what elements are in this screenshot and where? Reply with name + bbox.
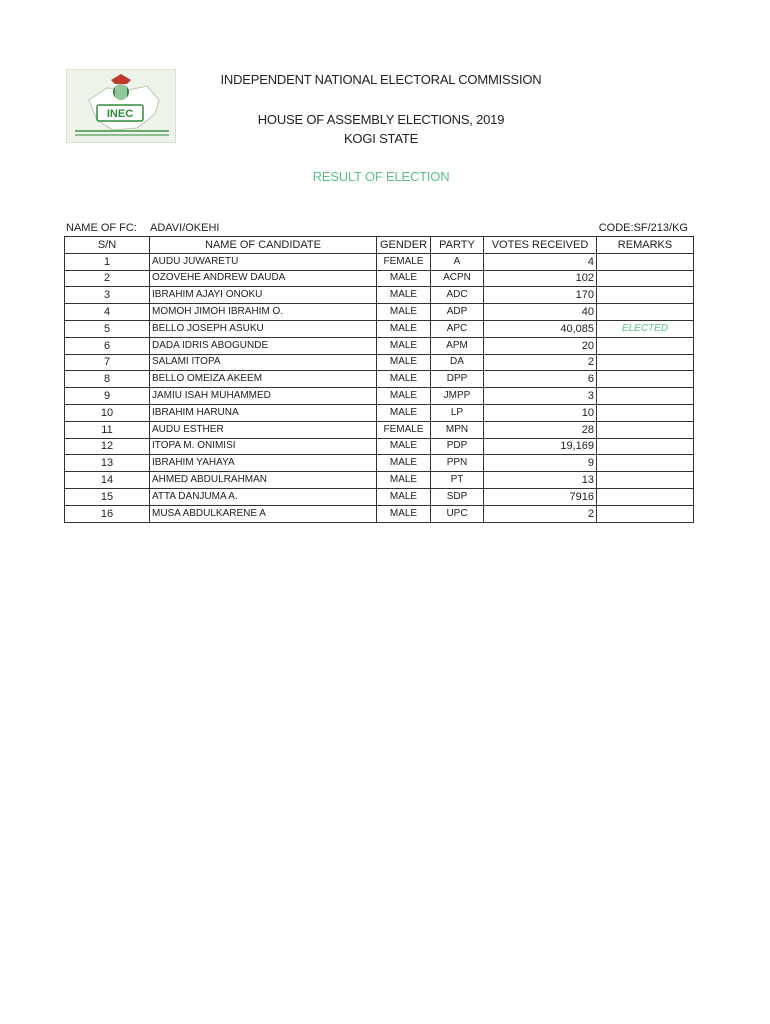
cell-gender: MALE (377, 304, 431, 321)
cell-votes: 40,085 (484, 320, 597, 337)
cell-gender: MALE (377, 354, 431, 371)
header-sn: S/N (65, 237, 150, 254)
cell-name: AUDU ESTHER (150, 421, 377, 438)
cell-sn: 1 (65, 253, 150, 270)
cell-remarks (597, 337, 694, 354)
header-name: NAME OF CANDIDATE (150, 237, 377, 254)
cell-party: SDP (431, 488, 484, 505)
cell-gender: MALE (377, 388, 431, 405)
cell-name: ATTA DANJUMA A. (150, 488, 377, 505)
cell-party: ACPN (431, 270, 484, 287)
cell-party: JMPP (431, 388, 484, 405)
cell-votes: 40 (484, 304, 597, 321)
cell-gender: MALE (377, 455, 431, 472)
cell-remarks: ELECTED (597, 320, 694, 337)
cell-name: ITOPA M. ONIMISI (150, 438, 377, 455)
commission-title: INDEPENDENT NATIONAL ELECTORAL COMMISSION (220, 72, 542, 87)
cell-remarks (597, 371, 694, 388)
cell-remarks (597, 354, 694, 371)
cell-votes: 6 (484, 371, 597, 388)
table-row (65, 354, 694, 371)
cell-sn: 16 (65, 505, 150, 522)
cell-sn: 2 (65, 270, 150, 287)
cell-name: AHMED ABDULRAHMAN (150, 472, 377, 489)
cell-remarks (597, 472, 694, 489)
cell-name: AUDU JUWARETU (150, 253, 377, 270)
cell-name: IBRAHIM HARUNA (150, 404, 377, 421)
inec-logo-icon (67, 70, 177, 144)
table-row (65, 320, 694, 337)
cell-remarks (597, 388, 694, 405)
cell-party: MPN (431, 421, 484, 438)
cell-sn: 11 (65, 421, 150, 438)
header-party: PARTY (431, 237, 484, 254)
cell-gender: MALE (377, 505, 431, 522)
logo-text: INEC (106, 108, 134, 120)
cell-gender: MALE (377, 472, 431, 489)
cell-remarks (597, 270, 694, 287)
cell-name: MUSA ABDULKARENE A (150, 505, 377, 522)
table-row (65, 505, 694, 522)
cell-party: DPP (431, 371, 484, 388)
result-title: RESULT OF ELECTION (312, 169, 450, 184)
cell-name: BELLO OMEIZA AKEEM (150, 371, 377, 388)
cell-party: APM (431, 337, 484, 354)
cell-sn: 7 (65, 354, 150, 371)
cell-votes: 9 (484, 455, 597, 472)
cell-votes: 7916 (484, 488, 597, 505)
table-row (65, 337, 694, 354)
cell-sn: 14 (65, 472, 150, 489)
cell-remarks (597, 421, 694, 438)
state-title: KOGI STATE (343, 131, 419, 146)
table-row (65, 253, 694, 270)
cell-remarks (597, 488, 694, 505)
cell-party: PT (431, 472, 484, 489)
cell-name: IBRAHIM YAHAYA (150, 455, 377, 472)
cell-sn: 10 (65, 404, 150, 421)
cell-votes: 19,169 (484, 438, 597, 455)
cell-sn: 9 (65, 388, 150, 405)
cell-sn: 12 (65, 438, 150, 455)
cell-gender: MALE (377, 438, 431, 455)
cell-name: BELLO JOSEPH ASUKU (150, 320, 377, 337)
cell-votes: 13 (484, 472, 597, 489)
table-row (65, 371, 694, 388)
cell-votes: 2 (484, 354, 597, 371)
cell-name: OZOVEHE ANDREW DAUDA (150, 270, 377, 287)
cell-votes: 2 (484, 505, 597, 522)
cell-name: DADA IDRIS ABOGUNDE (150, 337, 377, 354)
cell-gender: MALE (377, 404, 431, 421)
cell-gender: MALE (377, 270, 431, 287)
fc-value: ADAVI/OKEHI (150, 222, 220, 234)
cell-party: ADP (431, 304, 484, 321)
cell-name: MOMOH JIMOH IBRAHIM O. (150, 304, 377, 321)
cell-sn: 5 (65, 320, 150, 337)
cell-sn: 4 (65, 304, 150, 321)
cell-party: DA (431, 354, 484, 371)
table-row (65, 304, 694, 321)
table-row (65, 388, 694, 405)
cell-votes: 4 (484, 253, 597, 270)
header-gender: GENDER (377, 237, 431, 254)
cell-votes: 28 (484, 421, 597, 438)
cell-sn: 13 (65, 455, 150, 472)
cell-gender: FEMALE (377, 253, 431, 270)
table-row (65, 287, 694, 304)
cell-name: SALAMI ITOPA (150, 354, 377, 371)
table-row (65, 270, 694, 287)
cell-sn: 6 (65, 337, 150, 354)
cell-gender: MALE (377, 337, 431, 354)
cell-sn: 8 (65, 371, 150, 388)
table-row (65, 472, 694, 489)
cell-party: PPN (431, 455, 484, 472)
table-row (65, 404, 694, 421)
cell-votes: 170 (484, 287, 597, 304)
cell-remarks (597, 304, 694, 321)
table-row (65, 421, 694, 438)
header-remarks: REMARKS (597, 237, 694, 254)
cell-remarks (597, 404, 694, 421)
table-row (65, 438, 694, 455)
results-table (64, 236, 694, 523)
cell-name: IBRAHIM AJAYI ONOKU (150, 287, 377, 304)
election-title: HOUSE OF ASSEMBLY ELECTIONS, 2019 (257, 112, 505, 127)
cell-party: UPC (431, 505, 484, 522)
inec-logo (66, 69, 176, 143)
cell-remarks (597, 505, 694, 522)
header-votes: VOTES RECEIVED (484, 237, 597, 254)
cell-remarks (597, 253, 694, 270)
table-row (65, 488, 694, 505)
cell-votes: 20 (484, 337, 597, 354)
cell-votes: 102 (484, 270, 597, 287)
cell-party: APC (431, 320, 484, 337)
table-row (65, 455, 694, 472)
cell-gender: MALE (377, 320, 431, 337)
cell-votes: 10 (484, 404, 597, 421)
cell-sn: 15 (65, 488, 150, 505)
cell-remarks (597, 455, 694, 472)
cell-gender: FEMALE (377, 421, 431, 438)
cell-name: JAMIU ISAH MUHAMMED (150, 388, 377, 405)
cell-party: LP (431, 404, 484, 421)
table-header-row (65, 237, 694, 254)
cell-gender: MALE (377, 488, 431, 505)
fc-code: CODE:SF/213/KG (598, 222, 688, 234)
cell-gender: MALE (377, 287, 431, 304)
cell-votes: 3 (484, 388, 597, 405)
cell-sn: 3 (65, 287, 150, 304)
cell-party: PDP (431, 438, 484, 455)
fc-label: NAME OF FC: (66, 222, 137, 234)
cell-party: ADC (431, 287, 484, 304)
cell-remarks (597, 438, 694, 455)
cell-party: A (431, 253, 484, 270)
cell-remarks (597, 287, 694, 304)
cell-gender: MALE (377, 371, 431, 388)
